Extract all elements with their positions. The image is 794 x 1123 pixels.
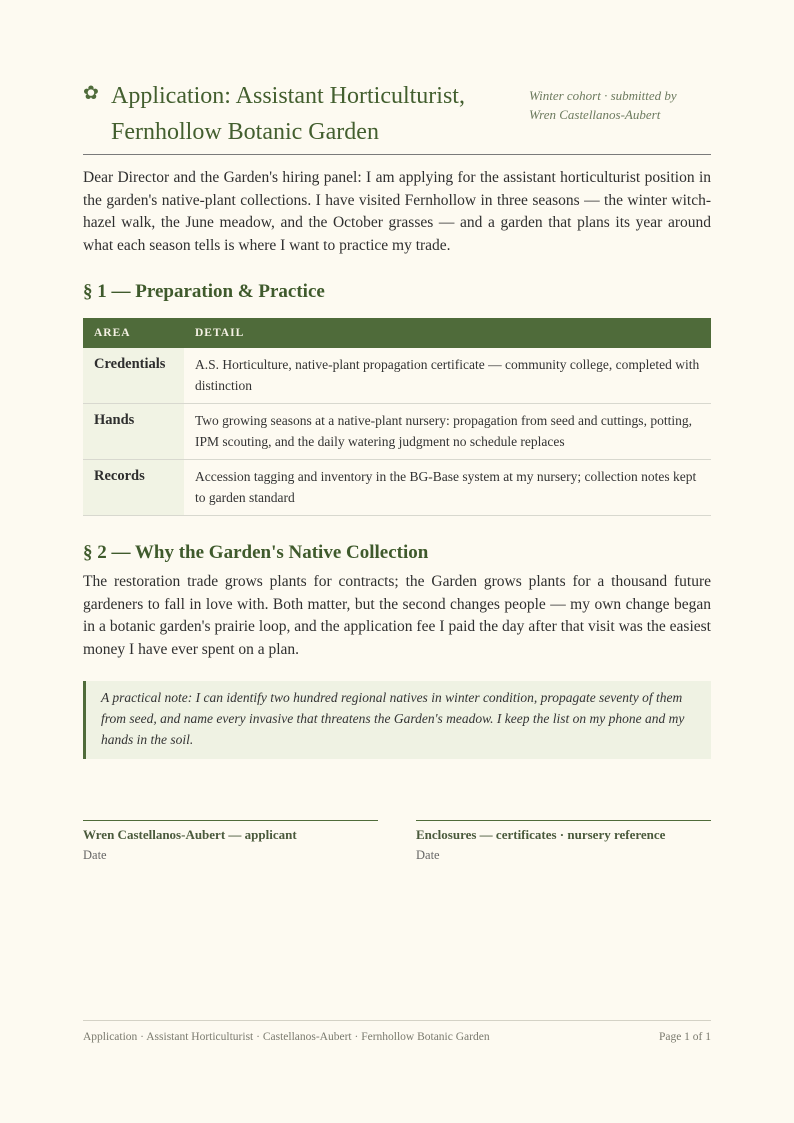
table-header-row [83,318,711,348]
footer-page-number: Page 1 of 1 [658,1031,711,1043]
column-header-area: AREA [83,318,184,348]
applicant-signature-name: Wren Castellanos-Aubert — applicant [83,827,297,842]
flower-icon: ✿ [83,82,99,104]
row-area: Hands [83,404,184,460]
section-1-title: § 1 — Preparation & Practice [83,281,325,302]
submission-meta [529,86,711,124]
document-header [83,78,711,155]
page-footer [83,1020,711,1043]
row-area: Credentials [83,348,184,404]
table-row [83,404,711,460]
preparation-table [83,318,711,516]
enclosures-label: Enclosures — certificates · nursery reference [416,827,666,842]
applicant-signature-block [83,820,378,863]
row-area: Records [83,460,184,516]
enclosures-date: Date [416,848,440,862]
column-header-detail: DETAIL [184,318,711,348]
document-title: Application: Assistant Horticulturist, Fernhollow Botanic Garden [111,83,465,145]
intro-paragraph: Dear Director and the Garden's hiring panel: I am applying for the assistant horticulturist position in the garden's native-plant collections. I have visited Fernhollow in three seasons — the winter witch-hazel walk, the June meadow, and the October grasses — and a garden that plans its year around what each season tells is where I want to practice my trade. [83,169,711,255]
row-detail: A.S. Horticulture, native-plant propagation certificate — community college, completed with distinction [184,348,711,404]
row-detail: Accession tagging and inventory in the BG-Base system at my nursery; collection notes kept to garden standard [184,460,711,516]
practical-note: A practical note: I can identify two hundred regional natives in winter condition, propagate seventy of them from seed, and name every invasive that threatens the Garden's meadow. I keep the list on my phone and my hands in the soil. [83,681,711,759]
applicant-signature-date: Date [83,848,107,862]
table-row [83,460,711,516]
section-2-title: § 2 — Why the Garden's Native Collection [83,542,429,563]
footer-document-info: Application · Assistant Horticulturist · Castellanos-Aubert · Fernhollow Botanic Garden [83,1031,490,1043]
row-detail: Two growing seasons at a native-plant nursery: propagation from seed and cuttings, potting, IPM scouting, and the daily watering judgment no schedule replaces [184,404,711,460]
enclosures-signature-block [416,820,711,863]
table-row [83,348,711,404]
section-2-body: The restoration trade grows plants for contracts; the Garden grows plants for a thousand future gardeners to fall in love with. Both matter, but the second changes people — my own change began in a botanic garden's prairie loop, and the application fee I paid the day after that visit was the easiest money I have ever spent on a plan. [83,573,711,659]
submission-author: Wren Castellanos-Aubert [529,107,661,122]
submission-cohort: Winter cohort · submitted by [529,88,677,103]
